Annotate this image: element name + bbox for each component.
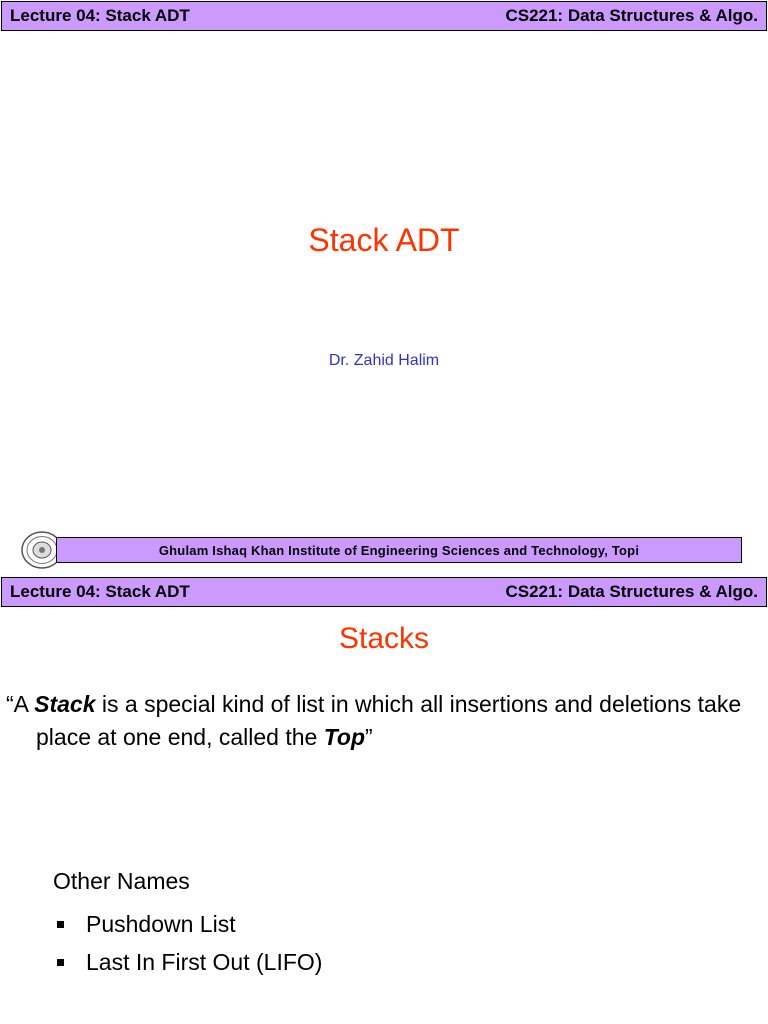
bullet-icon (57, 921, 64, 928)
slide2-header-left: Lecture 04: Stack ADT (10, 582, 190, 601)
list-item-label: Last In First Out (LIFO) (86, 948, 323, 975)
list-item-label: Pushdown List (86, 910, 236, 937)
definition-term-top: Top (323, 724, 366, 750)
definition-open: “A (6, 691, 35, 717)
slide2-header-right: CS221: Data Structures & Algo. (505, 582, 758, 601)
list-item (53, 905, 322, 943)
bullet-icon (57, 959, 64, 966)
slide1-footer-bar (56, 537, 742, 563)
slide1-header-right: CS221: Data Structures & Algo. (505, 6, 758, 25)
slide1-title: Stack ADT (308, 222, 460, 258)
slide1-author: Dr. Zahid Halim (328, 352, 440, 369)
list-item (53, 943, 322, 981)
definition-term-stack: Stack (34, 691, 96, 717)
slide2-title: Stacks (338, 622, 430, 655)
definition-close: ” (365, 724, 373, 750)
stack-definition (6, 688, 768, 754)
definition-body: is a special kind of list in which all insertions and deletions take place at one end, called the (36, 691, 742, 750)
slide1-header-bar (1, 1, 767, 31)
other-names-title: Other Names (53, 868, 190, 894)
slide1-footer-text: Ghulam Ishaq Khan Institute of Engineering Sciences and Technology, Topi (158, 542, 640, 558)
slide1-header-left: Lecture 04: Stack ADT (10, 6, 190, 25)
other-names-list (53, 905, 322, 981)
slide2-header-bar (1, 577, 767, 607)
